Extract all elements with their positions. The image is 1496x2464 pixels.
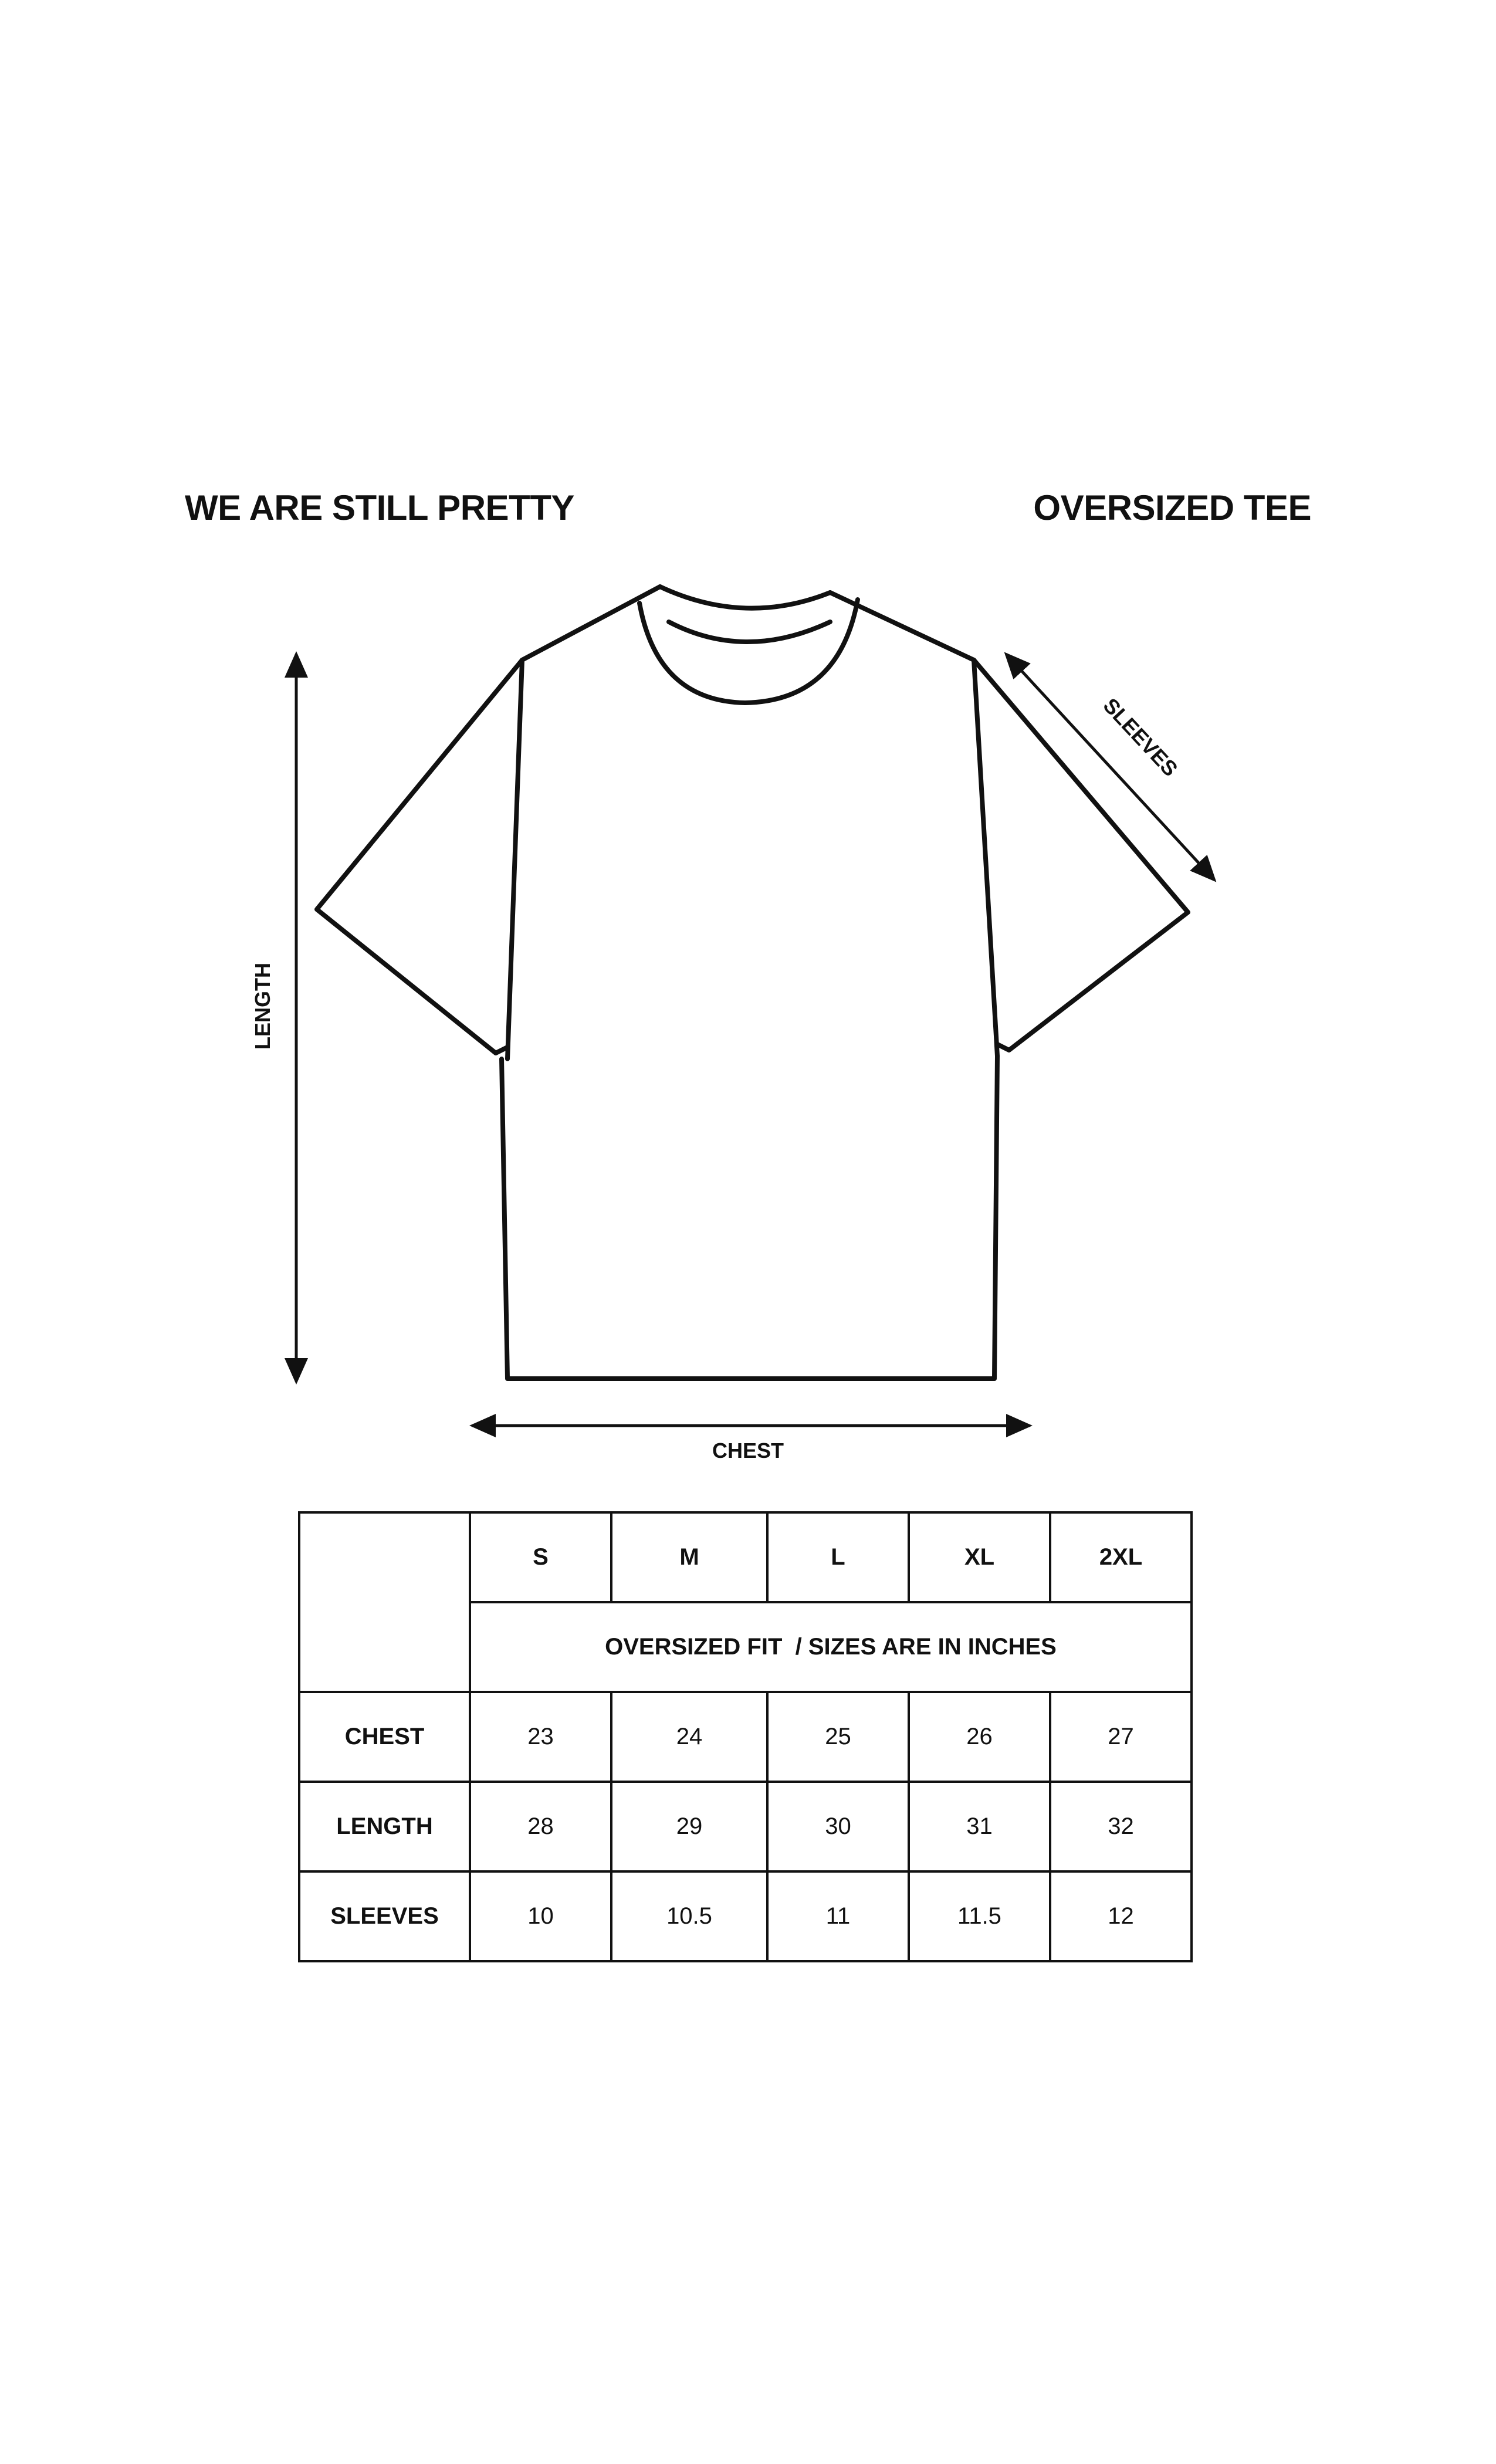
chest-xl: 26 [909, 1692, 1050, 1782]
length-xl: 31 [909, 1782, 1050, 1871]
length-m: 29 [611, 1782, 767, 1871]
size-xl-header: XL [909, 1512, 1050, 1602]
table-row-sleeves [299, 1871, 1192, 1961]
size-s-header: S [470, 1512, 611, 1602]
size-m-header: M [611, 1512, 767, 1602]
chest-label: CHEST [712, 1439, 784, 1463]
size-header-row [299, 1512, 1192, 1602]
table-row-length [299, 1782, 1192, 1871]
size-2xl-header: 2XL [1050, 1512, 1192, 1602]
row-label-sleeves: SLEEVES [299, 1871, 470, 1961]
sleeves-xl: 11.5 [909, 1871, 1050, 1961]
size-l-header: L [767, 1512, 909, 1602]
chest-m: 24 [611, 1692, 767, 1782]
sleeves-label: SLEEVES [1098, 693, 1183, 781]
chest-s: 23 [470, 1692, 611, 1782]
row-label-chest: CHEST [299, 1692, 470, 1782]
size-chart-table [298, 1511, 1193, 1962]
chest-l: 25 [767, 1692, 909, 1782]
row-label-length: LENGTH [299, 1782, 470, 1871]
brand-title: WE ARE STILL PRETTY [185, 488, 574, 527]
product-title: OVERSIZED TEE [1033, 488, 1311, 527]
fit-note: OVERSIZED FIT / SIZES ARE IN INCHES [470, 1602, 1192, 1692]
chest-2xl: 27 [1050, 1692, 1192, 1782]
length-l: 30 [767, 1782, 909, 1871]
sleeves-2xl: 12 [1050, 1871, 1192, 1961]
sleeves-arrow [1006, 654, 1214, 880]
length-2xl: 32 [1050, 1782, 1192, 1871]
table-row-chest [299, 1692, 1192, 1782]
corner-cell [299, 1512, 470, 1692]
length-s: 28 [470, 1782, 611, 1871]
sleeves-m: 10.5 [611, 1871, 767, 1961]
sleeves-s: 10 [470, 1871, 611, 1961]
length-label: LENGTH [251, 963, 275, 1050]
tshirt-outline [317, 587, 1188, 1379]
sleeves-l: 11 [767, 1871, 909, 1961]
